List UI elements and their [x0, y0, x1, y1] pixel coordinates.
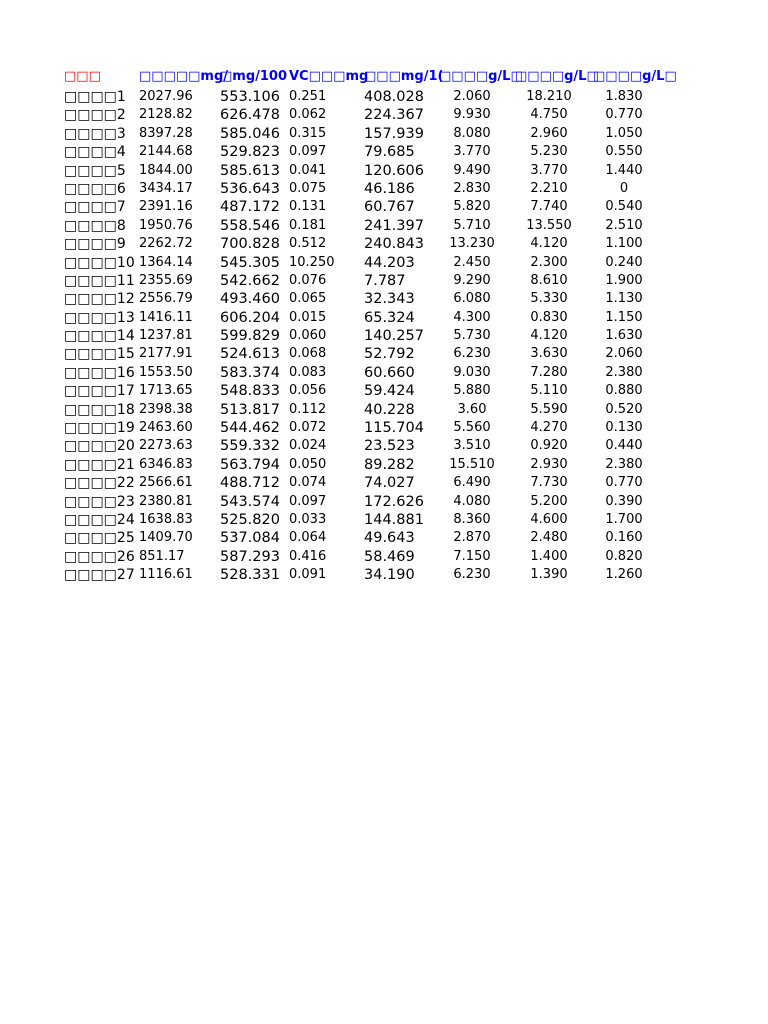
value-cell[interactable]: 1638.83	[139, 511, 193, 527]
value-cell[interactable]: 1.830	[605, 89, 643, 104]
value-cell[interactable]: 74.027	[364, 475, 415, 492]
value-cell[interactable]: 585.613	[220, 162, 280, 179]
sample-name-cell[interactable]: □□□□27	[64, 567, 135, 584]
sample-name-cell[interactable]: □□□□4	[64, 144, 126, 161]
value-cell[interactable]: 408.028	[364, 89, 424, 105]
value-cell[interactable]: 1.400	[530, 548, 568, 564]
header-col-2[interactable]: □mg/100	[220, 69, 288, 84]
value-cell[interactable]: 0.091	[289, 567, 327, 583]
value-cell[interactable]: 23.523	[364, 438, 415, 455]
value-cell[interactable]: 5.330	[530, 291, 568, 307]
value-cell[interactable]: 60.660	[364, 364, 415, 381]
value-cell[interactable]: 241.397	[364, 217, 424, 234]
value-cell[interactable]: 0.097	[289, 493, 327, 509]
sample-name-cell[interactable]: □□□□2	[64, 107, 126, 124]
header-col-7[interactable]: □□□□g/L□	[593, 69, 677, 84]
value-cell[interactable]: 2566.61	[139, 475, 193, 491]
sample-name-cell[interactable]: □□□□14	[64, 328, 135, 345]
table-row	[64, 382, 754, 400]
value-cell[interactable]: 1950.76	[139, 217, 193, 233]
table-row	[64, 511, 754, 529]
value-cell[interactable]: 15.510	[449, 456, 495, 472]
value-cell[interactable]: 1.130	[605, 291, 643, 307]
value-cell[interactable]: 2.960	[530, 125, 568, 141]
sample-name-cell[interactable]: □□□□20	[64, 438, 135, 455]
sample-name-cell[interactable]: □□□□26	[64, 548, 135, 565]
value-cell[interactable]: 0.060	[289, 328, 327, 344]
value-cell[interactable]: 1.630	[605, 328, 643, 344]
value-cell[interactable]: 157.939	[364, 125, 424, 142]
value-cell[interactable]: 0.033	[289, 511, 327, 527]
sample-name-cell[interactable]: □□□□3	[64, 125, 126, 142]
value-cell[interactable]: 0.770	[605, 107, 643, 123]
value-cell[interactable]: 115.704	[364, 420, 424, 437]
table-row	[64, 180, 754, 198]
value-cell[interactable]: 58.469	[364, 548, 415, 565]
value-cell[interactable]: 4.270	[530, 420, 568, 436]
value-cell[interactable]: 9.930	[453, 107, 491, 123]
value-cell[interactable]: 2.300	[530, 254, 568, 270]
value-cell[interactable]: 49.643	[364, 530, 415, 547]
value-cell[interactable]: 0.512	[289, 236, 327, 252]
value-cell[interactable]: 558.546	[220, 217, 280, 234]
value-cell[interactable]: 1.100	[605, 236, 643, 252]
value-cell[interactable]: 626.478	[220, 107, 280, 124]
value-cell[interactable]: 1416.11	[139, 309, 193, 325]
table-row	[64, 143, 754, 161]
sample-name-cell[interactable]: □□□□25	[64, 530, 135, 547]
value-cell[interactable]: 0.024	[289, 438, 327, 454]
value-cell[interactable]: 6346.83	[139, 456, 193, 472]
value-cell[interactable]: 7.150	[453, 548, 491, 564]
sample-name-cell[interactable]: □□□□12	[64, 291, 135, 308]
sample-name-cell[interactable]: □□□□24	[64, 511, 135, 528]
value-cell[interactable]: 0.160	[605, 530, 643, 546]
value-cell[interactable]: 0.880	[605, 383, 643, 399]
value-cell[interactable]: 0.076	[289, 272, 327, 288]
table-row	[64, 125, 754, 143]
sample-name-cell[interactable]: □□□□22	[64, 475, 135, 492]
value-cell[interactable]: 0.550	[605, 144, 643, 160]
sample-name-cell[interactable]: □□□□19	[64, 420, 135, 437]
value-cell[interactable]: 487.172	[220, 199, 280, 216]
value-cell[interactable]: 3.630	[530, 346, 568, 362]
value-cell[interactable]: 0.065	[289, 291, 327, 307]
value-cell[interactable]: 2.060	[453, 89, 491, 104]
value-cell[interactable]: 851.17	[139, 548, 185, 564]
value-cell[interactable]: 2177.91	[139, 346, 193, 362]
value-cell[interactable]: 0.520	[605, 401, 643, 417]
value-cell[interactable]: 5.880	[453, 383, 491, 399]
value-cell[interactable]: 0.097	[289, 144, 327, 160]
value-cell[interactable]: 2.450	[453, 254, 491, 270]
value-cell[interactable]: 7.740	[530, 199, 568, 215]
value-cell[interactable]: 0.050	[289, 456, 327, 472]
value-cell[interactable]: 40.228	[364, 401, 415, 418]
table-row	[64, 456, 754, 474]
sample-name-cell[interactable]: □□□□18	[64, 401, 135, 418]
value-cell[interactable]: 0.062	[289, 107, 327, 123]
value-cell[interactable]: 144.881	[364, 511, 424, 528]
value-cell[interactable]: 606.204	[220, 309, 280, 326]
value-cell[interactable]: 2.510	[605, 217, 643, 233]
sample-name-cell[interactable]: □□□□16	[64, 364, 135, 381]
value-cell[interactable]: 0.416	[289, 548, 327, 564]
value-cell[interactable]: 224.367	[364, 107, 424, 124]
value-cell[interactable]: 553.106	[220, 89, 280, 105]
value-cell[interactable]: 1409.70	[139, 530, 193, 546]
value-cell[interactable]: 2128.82	[139, 107, 193, 123]
value-cell[interactable]: 0.056	[289, 383, 327, 399]
value-cell[interactable]: 583.374	[220, 364, 280, 381]
value-cell[interactable]: 700.828	[220, 236, 280, 253]
value-cell[interactable]: 2262.72	[139, 236, 193, 252]
sample-name-cell[interactable]: □□□□23	[64, 493, 135, 510]
value-cell[interactable]: 3.510	[453, 438, 491, 454]
table-row	[64, 162, 754, 180]
value-cell[interactable]: 587.293	[220, 548, 280, 565]
value-cell[interactable]: 2144.68	[139, 144, 193, 160]
value-cell[interactable]: 2.930	[530, 456, 568, 472]
value-cell[interactable]: 9.490	[453, 162, 491, 178]
value-cell[interactable]: 3.770	[530, 162, 568, 178]
value-cell[interactable]: 2.870	[453, 530, 491, 546]
table-row	[64, 364, 754, 382]
header-col-4[interactable]: □□□mg/1(	[364, 69, 444, 84]
value-cell[interactable]: 5.110	[530, 383, 568, 399]
sample-name-cell[interactable]: □□□□10	[64, 254, 135, 271]
value-cell[interactable]: 5.200	[530, 493, 568, 509]
value-cell[interactable]: 0	[619, 180, 629, 196]
value-cell[interactable]: 89.282	[364, 456, 415, 473]
value-cell[interactable]: 1.900	[605, 272, 643, 288]
sample-name-cell[interactable]: □□□□1	[64, 89, 126, 105]
value-cell[interactable]: 0.181	[289, 217, 327, 233]
value-cell[interactable]: 0.830	[530, 309, 568, 325]
sample-name-cell[interactable]: □□□□21	[64, 456, 135, 473]
value-cell[interactable]: 1.260	[605, 567, 643, 583]
sample-name-cell[interactable]: □□□□15	[64, 346, 135, 363]
value-cell[interactable]: 543.574	[220, 493, 280, 510]
table-row	[64, 437, 754, 455]
table-row	[64, 548, 754, 566]
value-cell[interactable]: 9.030	[453, 364, 491, 380]
value-cell[interactable]: 8397.28	[139, 125, 193, 141]
value-cell[interactable]: 8.360	[453, 511, 491, 527]
value-cell[interactable]: 5.730	[453, 328, 491, 344]
sample-name-cell[interactable]: □□□□17	[64, 383, 135, 400]
value-cell[interactable]: 2027.96	[139, 89, 193, 104]
value-cell[interactable]: 544.462	[220, 420, 280, 437]
value-cell[interactable]: 542.662	[220, 272, 280, 289]
table-row	[64, 345, 754, 363]
value-cell[interactable]: 0.251	[289, 89, 327, 104]
value-cell[interactable]: 2.830	[453, 180, 491, 196]
value-cell[interactable]: 0.015	[289, 309, 327, 325]
value-cell[interactable]: 0.083	[289, 364, 327, 380]
value-cell[interactable]: 44.203	[364, 254, 415, 271]
value-cell[interactable]: 0.440	[605, 438, 643, 454]
value-cell[interactable]: 1.440	[605, 162, 643, 178]
value-cell[interactable]: 1116.61	[139, 567, 193, 583]
header-col-5[interactable]: □□□□g/L□	[439, 69, 523, 84]
table-row	[64, 106, 754, 124]
value-cell[interactable]: 120.606	[364, 162, 424, 179]
value-cell[interactable]: 524.613	[220, 346, 280, 363]
value-cell[interactable]: 599.829	[220, 328, 280, 345]
value-cell[interactable]: 2.210	[530, 180, 568, 196]
table-row	[64, 235, 754, 253]
table-row	[64, 401, 754, 419]
value-cell[interactable]: 2.480	[530, 530, 568, 546]
value-cell[interactable]: 3434.17	[139, 180, 193, 196]
header-sample[interactable]: □□□	[64, 69, 101, 84]
value-cell[interactable]: 2463.60	[139, 420, 193, 436]
value-cell[interactable]: 65.324	[364, 309, 415, 326]
value-cell[interactable]: 529.823	[220, 144, 280, 161]
value-cell[interactable]: 2380.81	[139, 493, 193, 509]
value-cell[interactable]: 7.787	[364, 272, 406, 289]
value-cell[interactable]: 0.112	[289, 401, 327, 417]
table-row	[64, 493, 754, 511]
value-cell[interactable]: 585.046	[220, 125, 280, 142]
value-cell[interactable]: 6.080	[453, 291, 491, 307]
value-cell[interactable]: 5.230	[530, 144, 568, 160]
value-cell[interactable]: 2.060	[605, 346, 643, 362]
sample-name-cell[interactable]: □□□□6	[64, 180, 126, 197]
value-cell[interactable]: 1.150	[605, 309, 643, 325]
value-cell[interactable]: 5.710	[453, 217, 491, 233]
value-cell[interactable]: 13.230	[449, 236, 495, 252]
value-cell[interactable]: 1364.14	[139, 254, 193, 270]
value-cell[interactable]: 59.424	[364, 383, 415, 400]
value-cell[interactable]: 5.820	[453, 199, 491, 215]
value-cell[interactable]: 0.064	[289, 530, 327, 546]
table-row	[64, 254, 754, 272]
value-cell[interactable]: 0.072	[289, 420, 327, 436]
value-cell[interactable]: 2.380	[605, 364, 643, 380]
value-cell[interactable]: 2.380	[605, 456, 643, 472]
value-cell[interactable]: 140.257	[364, 328, 424, 345]
value-cell[interactable]: 60.767	[364, 199, 415, 216]
value-cell[interactable]: 1.050	[605, 125, 643, 141]
value-cell[interactable]: 46.186	[364, 180, 415, 197]
value-cell[interactable]: 4.080	[453, 493, 491, 509]
value-cell[interactable]: 6.230	[453, 346, 491, 362]
value-cell[interactable]: 559.332	[220, 438, 280, 455]
value-cell[interactable]: 488.712	[220, 475, 280, 492]
table-row	[64, 529, 754, 547]
value-cell[interactable]: 525.820	[220, 511, 280, 528]
value-cell[interactable]: 2391.16	[139, 199, 193, 215]
value-cell[interactable]: 0.041	[289, 162, 327, 178]
sample-name-cell[interactable]: □□□□7	[64, 199, 126, 216]
value-cell[interactable]: 528.331	[220, 567, 280, 584]
value-cell[interactable]: 4.300	[453, 309, 491, 325]
value-cell[interactable]: 8.610	[530, 272, 568, 288]
value-cell[interactable]: 3.770	[453, 144, 491, 160]
header-row	[64, 69, 754, 89]
value-cell[interactable]: 32.343	[364, 291, 415, 308]
value-cell[interactable]: 4.120	[530, 236, 568, 252]
value-cell[interactable]: 536.643	[220, 180, 280, 197]
value-cell[interactable]: 0.131	[289, 199, 327, 215]
value-cell[interactable]: 1237.81	[139, 328, 193, 344]
value-cell[interactable]: 0.390	[605, 493, 643, 509]
table-row	[64, 419, 754, 437]
header-col-3[interactable]: VC□□□mg	[289, 69, 369, 84]
value-cell[interactable]: 52.792	[364, 346, 415, 363]
value-cell[interactable]: 0.240	[605, 254, 643, 270]
value-cell[interactable]: 0.130	[605, 420, 643, 436]
value-cell[interactable]: 0.075	[289, 180, 327, 196]
value-cell[interactable]: 5.590	[530, 401, 568, 417]
table-row	[64, 327, 754, 345]
value-cell[interactable]: 0.920	[530, 438, 568, 454]
value-cell[interactable]: 1713.65	[139, 383, 193, 399]
value-cell[interactable]: 7.730	[530, 475, 568, 491]
value-cell[interactable]: 548.833	[220, 383, 280, 400]
value-cell[interactable]: 34.190	[364, 567, 415, 584]
value-cell[interactable]: 5.560	[453, 420, 491, 436]
value-cell[interactable]: 3.60	[457, 401, 487, 417]
value-cell[interactable]: 2556.79	[139, 291, 193, 307]
header-col-6[interactable]: □□□□g/L□	[515, 69, 599, 84]
value-cell[interactable]: 1.390	[530, 567, 568, 583]
value-cell[interactable]: 240.843	[364, 236, 424, 253]
value-cell[interactable]: 537.084	[220, 530, 280, 547]
sample-name-cell[interactable]: □□□□13	[64, 309, 135, 326]
value-cell[interactable]: 172.626	[364, 493, 424, 510]
value-cell[interactable]: 6.490	[453, 475, 491, 491]
value-cell[interactable]: 0.820	[605, 548, 643, 564]
sample-name-cell[interactable]: □□□□5	[64, 162, 126, 179]
value-cell[interactable]: 79.685	[364, 144, 415, 161]
value-cell[interactable]: 4.750	[530, 107, 568, 123]
table-row	[64, 272, 754, 290]
value-cell[interactable]: 6.230	[453, 567, 491, 583]
value-cell[interactable]: 513.817	[220, 401, 280, 418]
value-cell[interactable]: 0.068	[289, 346, 327, 362]
value-cell[interactable]: 1844.00	[139, 162, 193, 178]
value-cell[interactable]: 2398.38	[139, 401, 193, 417]
value-cell[interactable]: 1553.50	[139, 364, 193, 380]
data-rows	[64, 88, 754, 585]
sample-name-cell[interactable]: □□□□8	[64, 217, 126, 234]
value-cell[interactable]: 18.210	[526, 89, 572, 104]
value-cell[interactable]: 563.794	[220, 456, 280, 473]
value-cell[interactable]: 2355.69	[139, 272, 193, 288]
header-col-1[interactable]: □□□□□mg/	[139, 69, 229, 84]
value-cell[interactable]: 0.074	[289, 475, 327, 491]
value-cell[interactable]: 1.700	[605, 511, 643, 527]
value-cell[interactable]: 0.540	[605, 199, 643, 215]
table-row	[64, 198, 754, 216]
sample-name-cell[interactable]: □□□□9	[64, 236, 126, 253]
table-row	[64, 566, 754, 584]
value-cell[interactable]: 0.315	[289, 125, 327, 141]
value-cell[interactable]: 493.460	[220, 291, 280, 308]
value-cell[interactable]: 0.770	[605, 475, 643, 491]
value-cell[interactable]: 4.120	[530, 328, 568, 344]
value-cell[interactable]: 10.250	[289, 254, 335, 270]
table-row	[64, 309, 754, 327]
value-cell[interactable]: 9.290	[453, 272, 491, 288]
value-cell[interactable]: 4.600	[530, 511, 568, 527]
value-cell[interactable]: 13.550	[526, 217, 572, 233]
sample-name-cell[interactable]: □□□□11	[64, 272, 135, 289]
value-cell[interactable]: 7.280	[530, 364, 568, 380]
table-row	[64, 88, 754, 106]
table-row	[64, 474, 754, 492]
table-row	[64, 217, 754, 235]
table-row	[64, 290, 754, 308]
value-cell[interactable]: 545.305	[220, 254, 280, 271]
value-cell[interactable]: 8.080	[453, 125, 491, 141]
value-cell[interactable]: 2273.63	[139, 438, 193, 454]
